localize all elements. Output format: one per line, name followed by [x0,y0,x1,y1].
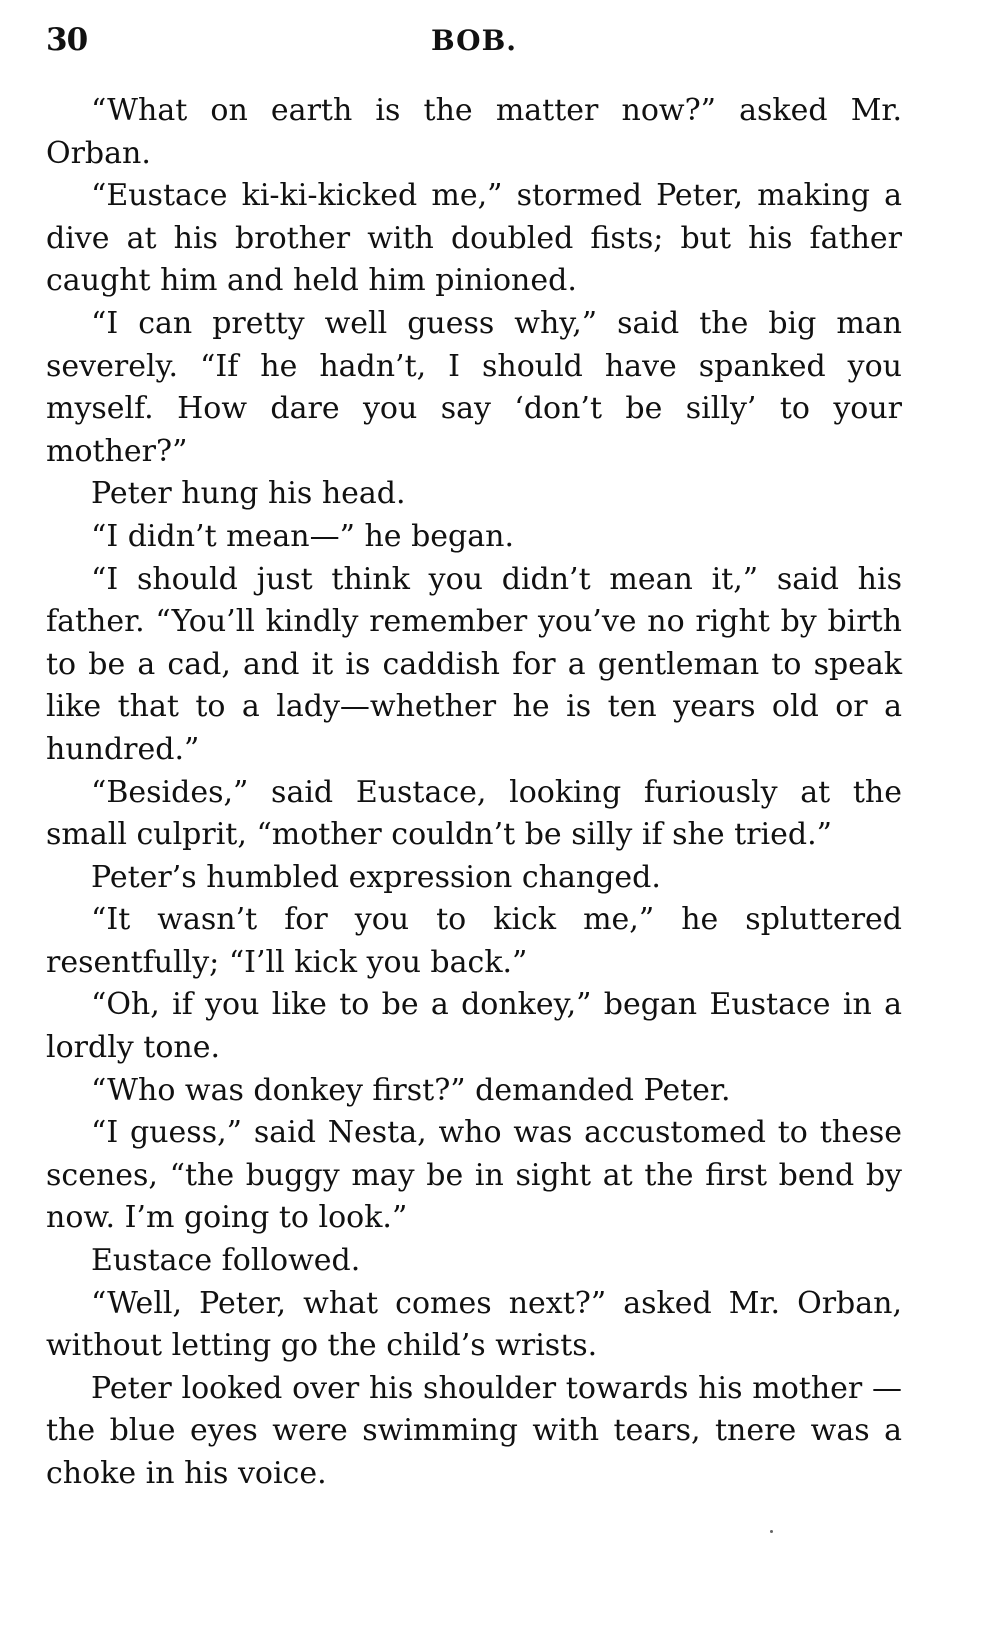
paragraph: “It wasn’t for you to kick me,” he spluttered resentfully; “I’ll kick you back.” [46,902,902,980]
paragraph: Eustace followed. [91,1243,361,1279]
paragraph: “I can pretty well guess why,” said the big man severely. “If he hadn’t, I should have spanked you myself. How dare you say ‘don’t be silly’ to your mother?” [46,305,902,469]
running-head [46,22,902,72]
paragraph: “Well, Peter, what comes next?” asked Mr. Orban, without letting go the child’s wrists. [46,1285,902,1364]
paragraph: “Besides,” said Eustace, looking furiously at the small culprit, “mother couldn’t be silly if she tried.” [46,774,902,853]
paragraph: “I guess,” said Nesta, who was accustomed to these scenes, “the buggy may be in sight at the first bend by now. I’m going to look.” [46,1115,902,1236]
running-title: BOB. [431,24,517,57]
paragraph: “What on earth is the matter now?” asked Mr. Orban. [46,93,902,171]
paragraph: “I didn’t mean—” he began. [91,518,514,554]
paragraph: Peter’s humbled expression changed. [91,859,661,895]
paragraph: Peter looked over his shoulder towards his mother —the blue eyes were swimming with tears, tnere was a choke in his voice. [46,1370,902,1491]
page-number: 30 [46,22,88,58]
print-speck [770,1530,773,1533]
paragraph: Peter hung his head. [91,476,406,512]
paragraph: “I should just think you didn’t mean it,” said his father. “You’ll kindly remember you’ve no right by birth to be a cad, and it is caddish for a gentleman to speak like that to a lady—whether he is ten years old or a hundred.” [46,561,902,767]
body-text [46,90,902,1496]
paragraph: “Who was donkey first?” demanded Peter. [91,1072,731,1108]
paragraph: “Oh, if you like to be a donkey,” began Eustace in a lordly tone. [46,987,902,1066]
paragraph: “Eustace ki-ki-kicked me,” stormed Peter, making a dive at his brother with doubled fists; but his father caught him and held him pinioned. [46,178,902,299]
